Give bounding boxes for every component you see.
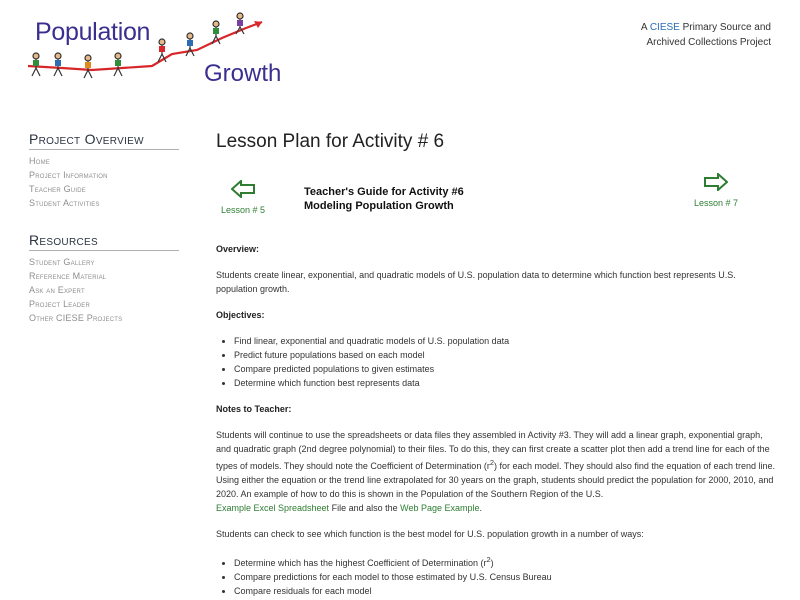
list-item: • Predict future populations based on each model	[234, 348, 776, 362]
sidebar-item-reference-material[interactable]: Reference Material	[29, 271, 107, 281]
objectives-list	[216, 334, 776, 390]
notes-paragraph-1: Students will continue to use the spreadsheets or data files they assembled in Activity #3. They will add a linear graph, exponential graph, and quadratic graph (2nd degree polynomial) to their files. To do this, they can first create a scatter plot then add a trend line for each of the types of models. They should note the Coefficient of Determination $(r^2)$ for each model. They should also find the equation of each trend line. Using either the equation or the trend line extrapolated for 30 years on the graph, students should predict the population for 2000, 2010, and 2020. An example of how to do this is shown in the Population of the Southern Region of the U.S. Example Excel Spreadsheet File and also the Web Page Example.	[216, 430, 776, 513]
ciese-line2: Archived Collections Project	[646, 37, 771, 48]
notes-p1-b: ) for each model. They should also find the equation of each trend line. Using either the equation or the trend line extrapolated for 30 years on the graph, students should predict the population for 2000, 2010, and 2020. An example of how to do this is shown in the Population of the Southern Region of the U.S.	[216, 461, 776, 499]
list-item: • Compare predicted populations to given estimates	[234, 362, 776, 376]
arrow-left-icon	[231, 180, 255, 198]
model-check-list	[216, 553, 776, 598]
notes-heading: Notes to Teacher:	[216, 404, 292, 414]
sidebar-item-project-leader[interactable]: Project Leader	[29, 299, 90, 309]
sidebar-item-student-gallery[interactable]: Student Gallery	[29, 257, 95, 267]
notes-p1-a: Students will continue to use the spreadsheets or data files they assembled in Activity #3. They will add a linear graph, exponential graph, and quadratic graph (2nd degree polynomial) to their files. To do this, they can first create a scatter plot then add a trend line for each of the types of models. They should note the Coefficient of Determination (r	[216, 430, 770, 471]
sidebar-item-student-activities[interactable]: Student Activities	[29, 198, 100, 208]
list-item	[234, 553, 776, 570]
logo-word-growth: Growth	[204, 60, 282, 87]
logo-word-population: Population	[35, 18, 151, 46]
check1-b: )	[490, 558, 494, 568]
resources-title: Resources	[29, 232, 179, 251]
population-growth-logo[interactable]	[22, 10, 282, 87]
sidebar-item-project-information[interactable]: Project Information	[29, 170, 108, 180]
ciese-prefix: A	[640, 22, 648, 33]
check1-sup: 2	[486, 555, 491, 564]
notes-heading-text: Notes to Teacher	[216, 404, 289, 414]
previous-lesson-label: Lesson # 5	[220, 205, 266, 215]
previous-lesson-link[interactable]	[218, 180, 268, 215]
sidebar-item-teacher-guide[interactable]: Teacher Guide	[29, 184, 86, 194]
next-lesson-link[interactable]	[688, 173, 744, 208]
teachers-guide-heading	[304, 185, 464, 213]
sidebar-item-ask-an-expert[interactable]: Ask an Expert	[29, 285, 85, 295]
list-item: • Determine which function best represents data	[234, 376, 776, 390]
ciese-link[interactable]: CIESE	[649, 22, 680, 33]
ciese-suffix: Primary Source and	[682, 22, 771, 33]
overview-text: Students create linear, exponential, and quadratic models of U.S. population data to determine which function best represents U.S. population growth.	[216, 270, 736, 294]
list-item: • Compare residuals for each model	[234, 584, 776, 598]
objectives-heading: Objectives:	[216, 310, 265, 320]
arrow-right-icon	[704, 173, 728, 191]
page-title: Lesson Plan for Activity # 6	[216, 131, 445, 152]
objectives-heading-text: Objectives	[216, 310, 262, 320]
notes-p1-sup: 2	[489, 458, 494, 467]
resources-group	[29, 232, 179, 325]
guide-heading-line1: Teacher's Guide for Activity #6	[304, 186, 464, 198]
list-item: • Find linear, exponential and quadratic models of U.S. population data	[234, 334, 776, 348]
project-overview-title: Project Overview	[29, 131, 179, 150]
notes-mid-text: File and also the	[331, 503, 398, 513]
web-page-example-link[interactable]: Web Page Example	[400, 503, 480, 513]
sidebar	[29, 131, 179, 325]
example-excel-spreadsheet-link[interactable]: Example Excel Spreadsheet	[216, 503, 330, 513]
sidebar-item-home[interactable]: Home	[29, 156, 50, 166]
lesson-content	[216, 242, 776, 598]
guide-heading-line2: Modeling Population Growth	[304, 200, 454, 212]
sidebar-item-other-ciese-projects[interactable]: Other CIESE Projects	[29, 313, 123, 323]
check1-a: Determine which has the highest Coefficient of Determination (r	[234, 558, 487, 568]
ciese-credit	[641, 20, 771, 50]
overview-heading: Overview:	[216, 244, 260, 254]
project-overview-group	[29, 131, 179, 210]
notes-paragraph-2: Students can check to see which function is the best model for U.S. population growth in a number of ways:	[216, 529, 644, 539]
next-lesson-label: Lesson # 7	[693, 198, 739, 208]
list-item: • Compare predictions for each model to those estimated by U.S. Census Bureau	[234, 570, 776, 584]
